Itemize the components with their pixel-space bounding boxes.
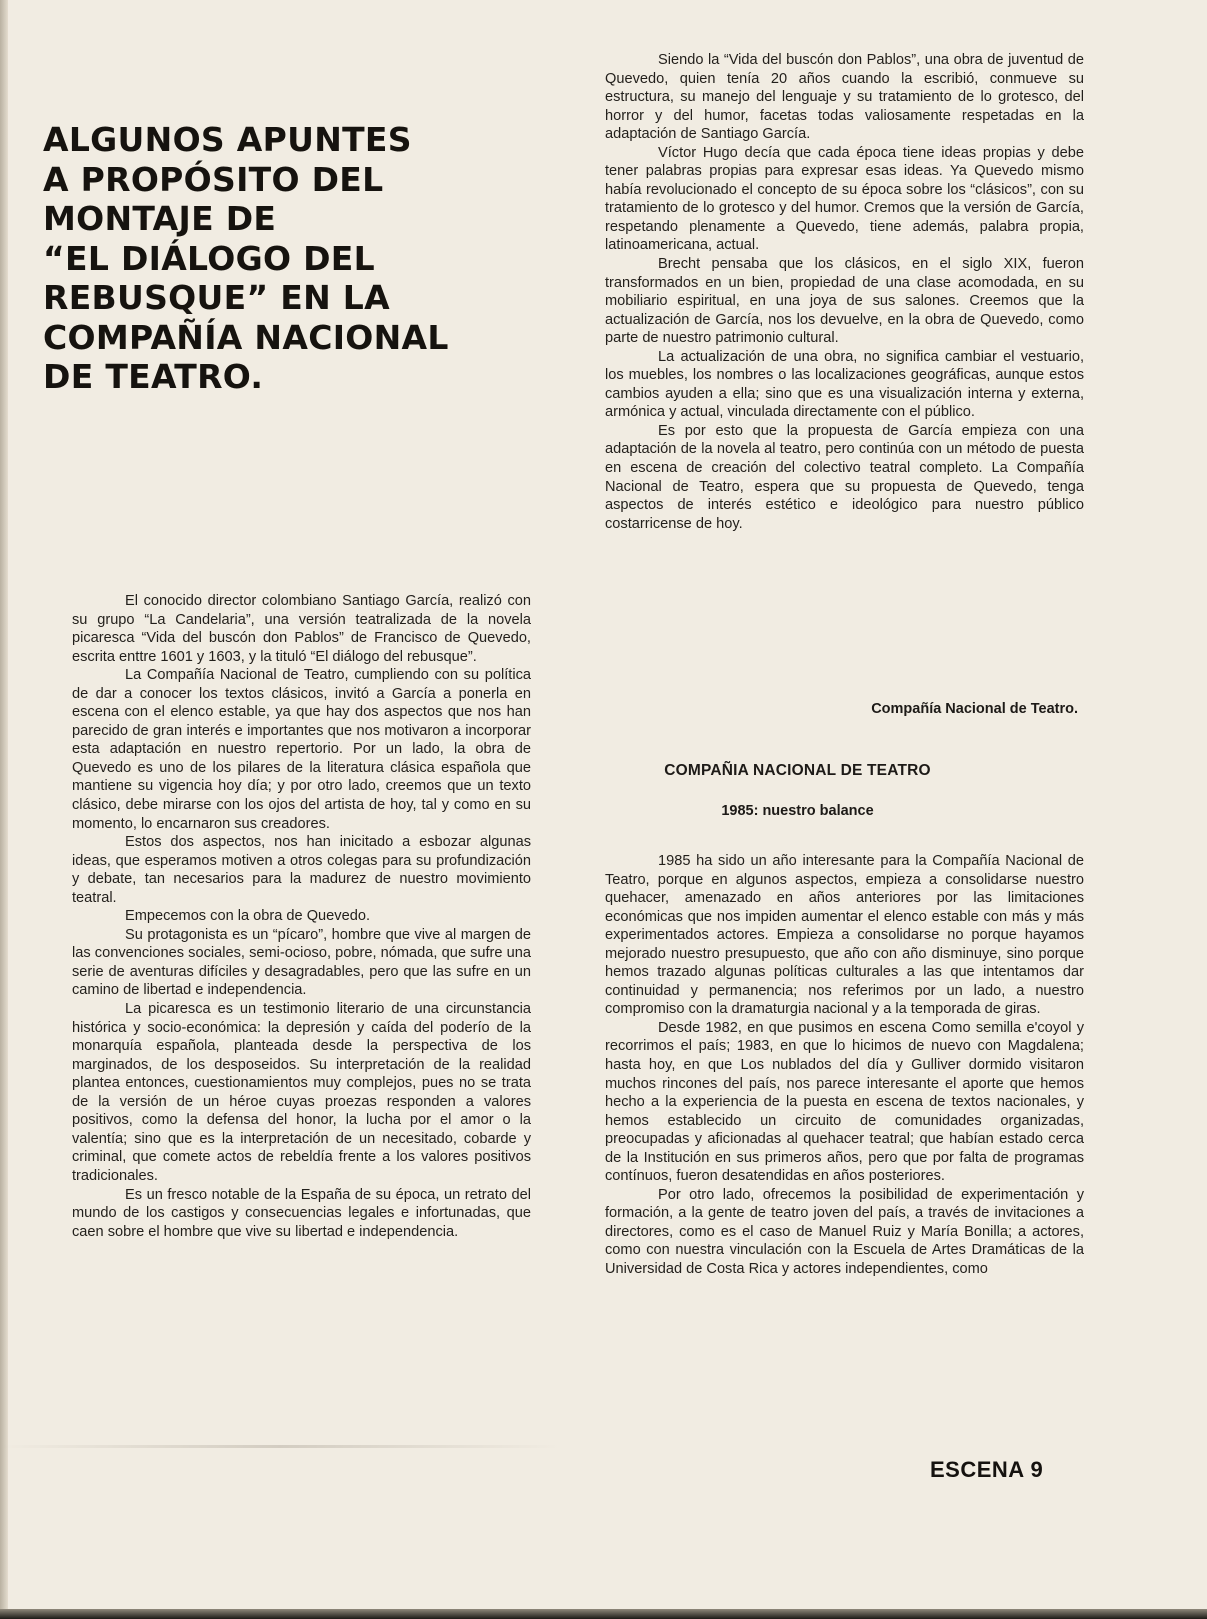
title-line: “EL DIÁLOGO DEL	[43, 238, 375, 278]
paragraph: 1985 ha sido un año interesante para la Compañía Nacional de Teatro, porque en algunos aspectos, empieza a consolidarse nuestro quehacer, amenazado en años anteriores por las limitaciones económicas que nos impiden aumentar el elenco estable con más y más experimentados actores. Empieza a consolidarse no porque hayamos mejorado nuestro presupuesto, que año con año disminuye, sino porque hemos trazado algunas políticas culturales a las que intentamos dar continuidad y permanencia; nos referimos por un lado, a nuestro compromiso con la dramaturgia nacional y a la temporada de giras.	[605, 853, 1084, 1018]
paragraph: La picaresca es un testimonio literario de una circunstancia histórica y socio-económica: la depresión y caída del poderío de la monarquía española, planteada desde la perspectiva de los marginados, de los desposeidos. Su interpretación de la realidad plantea entonces, cuestionamientos muy complejos, pues no se trata de la versión de un héroe cuyas proezas responden a valores positivos, como la defensa del honor, la lucha por el amor o la valentía; sino que es la interpretación de un necesitado, cobarde y criminal, que comete actos de rebeldía frente a los valores positivos tradicionales.	[72, 1001, 531, 1184]
paragraph: Brecht pensaba que los clásicos, en el siglo XIX, fueron transformados en un bien, propiedad de una clase acomodada, en su mobiliario espiritual, en una joya de sus salones. Creemos que la actualización de García, nos los devuelve, en la obra de Quevedo, como parte de nuestro patrimonio cultural.	[605, 256, 1084, 347]
title-line: REBUSQUE” EN LA	[43, 278, 390, 317]
left-column	[72, 592, 531, 1241]
paragraph: Estos dos aspectos, nos han inicitado a esbozar algunas ideas, que esperamos motiven a otros colegas para su profundización y debate, tan necesarios para la madurez de nuestro movimiento teatral.	[72, 834, 531, 906]
paragraph: Es un fresco notable de la España de su época, un retrato del mundo de los castigos y consecuencias legales e infortunadas, que caen sobre el hombre que vive su libertad e independencia.	[72, 1186, 531, 1240]
right-column	[605, 51, 1084, 533]
paragraph: Empecemos con la obra de Quevedo.	[125, 908, 370, 925]
paper-crease	[0, 1445, 560, 1448]
paragraph: Es por esto que la propuesta de García empieza con una adaptación de la novela al teatro, pero continúa con un método de puesta en escena de creación del colectivo teatral completo. La Compañía Nacional de Teatro, espera que su propuesta de Quevedo, tenga aspectos de interés estético e ideológico para nuestro público costarricense de hoy.	[605, 422, 1084, 532]
paragraph: Su protagonista es un “pícaro”, hombre que vive al margen de las convenciones sociales, semi-ocioso, pobre, nómada, que sufre una serie de aventuras difíciles y desagradables, pero que las sufre en un camino de libertad e independencia.	[72, 926, 531, 999]
paragraph: Siendo la “Vida del buscón don Pablos”, una obra de juventud de Quevedo, quien tenía 20 años cuando la escribió, conmueve su estructura, su manejo del lenguaje y su tratamiento de lo grotesco, del horror y del humor, facetas todas valiosamente respetadas en la adaptación de Santiago García.	[605, 52, 1084, 143]
title-line: MONTAJE DE	[43, 199, 277, 238]
article-title	[43, 120, 523, 397]
paragraph: Víctor Hugo decía que cada época tiene ideas propias y debe tener palabras propias para expresar esas ideas. Ya Quevedo mismo había revolucionado el concepto de su época sobre los “clásicos”, con su tratamiento de lo grotesco y del humor. Cremos que la versión de García, respetando plenamente a Quevedo, tiene además, palabra propia, latinoamericana, actual.	[605, 144, 1084, 254]
title-line: DE TEATRO.	[43, 357, 264, 396]
title-line: A PROPÓSITO DEL	[43, 159, 384, 199]
page-bottom-edge	[0, 1609, 1207, 1619]
paragraph: La Compañía Nacional de Teatro, cumpliendo con su política de dar a conocer los textos clásicos, invitó a García a ponerla en escena con el elenco estable, ya que hay dos aspectos que nos han parecido de gran interés e importantes que nos motivaron a incorporar esta adaptación en nuestro repertorio. Por un lado, la obra de Quevedo es uno de los pilares de la literatura clásica española que mantiene su vigencia hoy día; y por otro lado, creemos que un texto clásico, debe mirarse con los ojos del artista de hoy, tal y como en su momento, lo encarnaron sus creadores.	[72, 667, 531, 832]
paragraph: El conocido director colombiano Santiago García, realizó con su grupo “La Candelaria”, una versión teatralizada de la novela picaresca “Vida del buscón don Pablos” de Francisco de Quevedo, escrita enttre 1601 y 1603, y la tituló “El diálogo del rebusque”.	[72, 593, 531, 665]
title-line: COMPAÑÍA NACIONAL	[43, 317, 449, 357]
paragraph: La actualización de una obra, no significa cambiar el vestuario, los muebles, los nombres o las localizaciones geográficas, aunque estos cambios ayuden a ella; sino que es una visualización interna y externa, armónica y actual, vinculada directamente con el público.	[605, 348, 1084, 421]
paragraph: Por otro lado, ofrecemos la posibilidad de experimentación y formación, a la gente de teatro joven del país, a través de invitaciones a directores, como es el caso de Manuel Ruiz y María Bonilla; a actores, como con nuestra vinculación con la Escuela de Artes Dramáticas de la Universidad de Costa Rica y actores independientes, como	[605, 1186, 1084, 1278]
page-left-edge	[0, 0, 8, 1619]
section-subheading: 1985: nuestro balance	[721, 803, 874, 819]
article-signature: Compañía Nacional de Teatro.	[871, 701, 1078, 717]
title-line: ALGUNOS APUNTES	[43, 120, 412, 159]
balance-section-body	[605, 852, 1084, 1279]
paragraph: Desde 1982, en que pusimos en escena Como semilla e'coyol y recorrimos el país; 1983, en que lo hicimos de nuevo con Magdalena; hasta hoy, en que Los nublados del día y Gulliver dormido visitaron muchos rincones del país, nos parece interesante el aporte que hemos hecho a la experiencia de la puesta en escena de textos nacionales, y hemos establecido un circuito de comunidades organizadas, preocupadas y aficionadas al quehacer teatral; que habían estado cerca de la Institución en sus primeros años, pero que por falta de programas contínuos, fueron desatendidas en años posteriores.	[605, 1019, 1084, 1185]
section-heading: COMPAÑIA NACIONAL DE TEATRO	[664, 762, 931, 779]
page-footer: ESCENA 9	[930, 1457, 1044, 1482]
